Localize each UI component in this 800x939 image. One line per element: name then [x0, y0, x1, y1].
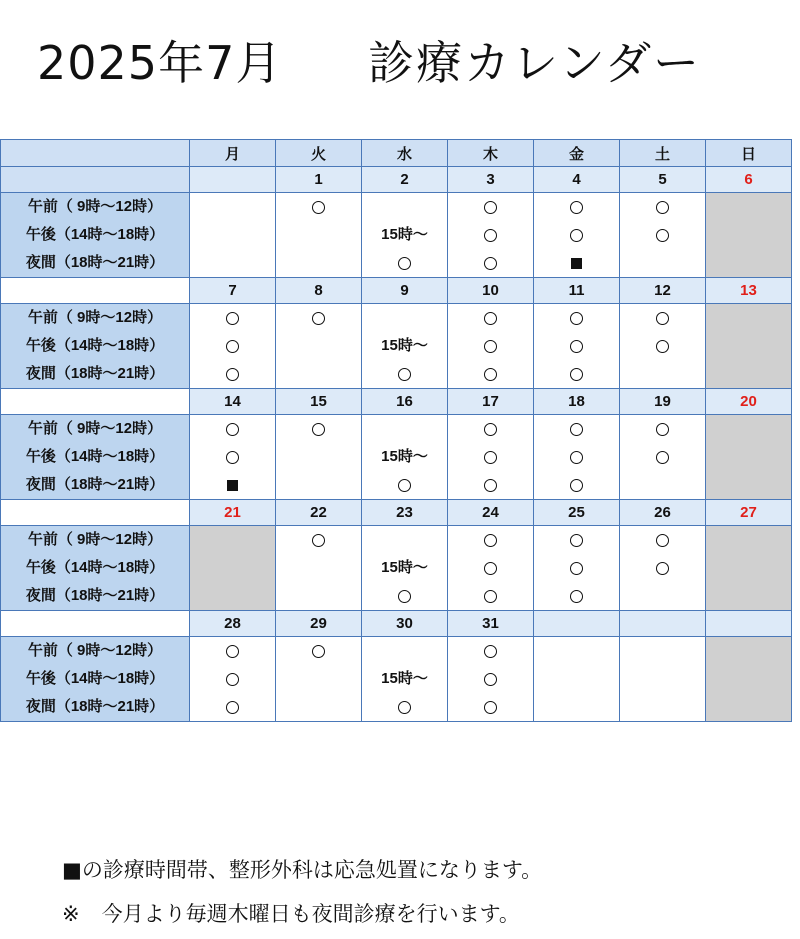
date-cell: 27: [706, 500, 792, 526]
open-circle-icon: [484, 534, 497, 547]
slot-value: [620, 582, 705, 610]
slot-value: [620, 554, 705, 582]
closed-day-cell: [706, 415, 792, 500]
emergency-square-icon: [571, 258, 582, 269]
day-slots-cell: [534, 526, 620, 611]
open-circle-icon: [570, 201, 583, 214]
slot-value: [448, 221, 533, 249]
date-row: [1, 167, 792, 193]
slot-value: [190, 193, 275, 221]
slot-value: [276, 332, 361, 360]
day-slots-cell: [190, 193, 276, 278]
date-cell: [534, 611, 620, 637]
slot-row: [1, 304, 792, 389]
slot-value: [620, 415, 705, 443]
date-cell: 8: [276, 278, 362, 304]
slot-label: 午後（14時～18時）: [25, 559, 165, 576]
day-slots-cell: [362, 415, 448, 500]
open-circle-icon: [398, 590, 411, 603]
slot-value: [190, 471, 275, 499]
slot-row: [1, 193, 792, 278]
open-circle-icon: [656, 201, 669, 214]
open-circle-icon: [484, 562, 497, 575]
date-cell: [620, 611, 706, 637]
slot-value: [190, 693, 275, 721]
slot-value: [190, 332, 275, 360]
date-cell: 28: [190, 611, 276, 637]
date-cell: 7: [190, 278, 276, 304]
slot-value: [534, 554, 619, 582]
slot-value: [448, 443, 533, 471]
date-cell: 2: [362, 167, 448, 193]
date-cell: 22: [276, 500, 362, 526]
open-circle-icon: [398, 479, 411, 492]
header-corner: [1, 140, 190, 167]
slot-value: [362, 360, 447, 388]
open-circle-icon: [226, 312, 239, 325]
slot-value: [276, 637, 361, 665]
date-cell: 14: [190, 389, 276, 415]
date-cell: 18: [534, 389, 620, 415]
date-cell: 15: [276, 389, 362, 415]
slot-value: [276, 221, 361, 249]
day-slots-cell: [620, 304, 706, 389]
day-slots-cell: [620, 193, 706, 278]
slot-value: [362, 304, 447, 332]
day-slots-cell: [448, 193, 534, 278]
date-cell: 21: [190, 500, 276, 526]
open-circle-icon: [484, 479, 497, 492]
notes: [62, 848, 542, 936]
slot-value: [190, 637, 275, 665]
slot-row: [1, 526, 792, 611]
slot-labels: [1, 193, 190, 278]
slot-value: [620, 693, 705, 721]
weekday-2: 火: [276, 140, 362, 167]
day-slots-cell: [448, 637, 534, 722]
slot-row: [1, 415, 792, 500]
slot-label: 午前（ 9時～12時）: [27, 198, 163, 215]
date-cell: 13: [706, 278, 792, 304]
closed-day-cell: [706, 637, 792, 722]
slot-value: [276, 193, 361, 221]
day-slots-cell: [276, 193, 362, 278]
date-cell: 17: [448, 389, 534, 415]
slot-value: [620, 304, 705, 332]
slot-value: [190, 443, 275, 471]
slot-value: [534, 221, 619, 249]
date-cell: 25: [534, 500, 620, 526]
note-2-text: 今月より毎週木曜日も夜間診療を行います。: [101, 902, 520, 926]
slot-value: [534, 471, 619, 499]
open-circle-icon: [226, 368, 239, 381]
slot-label: 午後（14時～18時）: [25, 670, 165, 687]
slot-value: [448, 304, 533, 332]
slot-value: [362, 471, 447, 499]
slot-value: [534, 693, 619, 721]
slot-value: [448, 665, 533, 693]
slot-value: [534, 637, 619, 665]
day-slots-cell: [190, 637, 276, 722]
weekday-4: 木: [448, 140, 534, 167]
open-circle-icon: [398, 257, 411, 270]
slot-value: [620, 665, 705, 693]
open-circle-icon: [570, 590, 583, 603]
slot-value: [620, 637, 705, 665]
slot-value: [620, 193, 705, 221]
open-circle-icon: [226, 645, 239, 658]
open-circle-icon: [656, 534, 669, 547]
day-slots-cell: [534, 304, 620, 389]
day-slots-cell: [362, 637, 448, 722]
weekday-1: 月: [190, 140, 276, 167]
slot-label: 夜間（18時～21時）: [25, 254, 165, 271]
date-cell: [190, 167, 276, 193]
day-slots-cell: [362, 193, 448, 278]
slot-value: [620, 471, 705, 499]
slot-label: 夜間（18時～21時）: [25, 587, 165, 604]
slot-value: [190, 665, 275, 693]
date-cell: 20: [706, 389, 792, 415]
slot-value: [620, 249, 705, 277]
slot-value: [448, 693, 533, 721]
open-circle-icon: [484, 701, 497, 714]
slot-value: [362, 526, 447, 554]
slot-value: [276, 304, 361, 332]
slot-value: 15時～: [381, 559, 428, 576]
slot-label: 夜間（18時～21時）: [25, 698, 165, 715]
date-cell: 19: [620, 389, 706, 415]
date-cell: 30: [362, 611, 448, 637]
day-slots-cell: [620, 526, 706, 611]
date-cell: 31: [448, 611, 534, 637]
open-circle-icon: [570, 368, 583, 381]
open-circle-icon: [570, 562, 583, 575]
title-month: 2025年7月: [37, 36, 283, 90]
open-circle-icon: [484, 368, 497, 381]
emergency-square-icon: [227, 480, 238, 491]
open-circle-icon: [398, 701, 411, 714]
slot-value: [620, 526, 705, 554]
slot-value: 15時～: [381, 448, 428, 465]
weekday-3: 水: [362, 140, 448, 167]
slot-value: [534, 249, 619, 277]
open-circle-icon: [656, 229, 669, 242]
open-circle-icon: [570, 479, 583, 492]
weekday-7: 日: [706, 140, 792, 167]
open-circle-icon: [484, 201, 497, 214]
open-circle-icon: [570, 312, 583, 325]
date-cell: 16: [362, 389, 448, 415]
open-circle-icon: [226, 673, 239, 686]
slot-value: [448, 526, 533, 554]
slot-value: [362, 193, 447, 221]
slot-value: 15時～: [381, 226, 428, 243]
slot-value: [620, 221, 705, 249]
day-slots-cell: [448, 415, 534, 500]
open-circle-icon: [226, 423, 239, 436]
note-1-text: の診療時間帯、整形外科は応急処置になります。: [81, 858, 543, 882]
closed-day-cell: [706, 526, 792, 611]
calendar-table: [0, 139, 792, 722]
open-circle-icon: [656, 562, 669, 575]
date-row: [1, 611, 792, 637]
slot-value: [190, 304, 275, 332]
date-cell: 26: [620, 500, 706, 526]
open-circle-icon: [484, 673, 497, 686]
slot-value: [534, 665, 619, 693]
open-circle-icon: [484, 229, 497, 242]
slot-value: [276, 526, 361, 554]
open-circle-icon: [226, 451, 239, 464]
date-cell: [706, 611, 792, 637]
day-slots-cell: [276, 637, 362, 722]
calendar-title: [0, 28, 800, 98]
open-circle-icon: [312, 645, 325, 658]
slot-value: [620, 360, 705, 388]
slot-value: 15時～: [381, 670, 428, 687]
slot-value: [190, 221, 275, 249]
date-row: [1, 278, 792, 304]
slot-value: [276, 582, 361, 610]
slot-value: [534, 526, 619, 554]
day-slots-cell: [276, 526, 362, 611]
date-row-label: [1, 278, 190, 304]
slot-value: [620, 332, 705, 360]
slot-value: [276, 554, 361, 582]
slot-value: [362, 582, 447, 610]
slot-value: [276, 249, 361, 277]
open-circle-icon: [226, 340, 239, 353]
date-row-label: [1, 500, 190, 526]
date-cell: 29: [276, 611, 362, 637]
day-slots-cell: [362, 304, 448, 389]
day-slots-cell: [190, 304, 276, 389]
slot-labels: [1, 415, 190, 500]
slot-label: 午後（14時～18時）: [25, 226, 165, 243]
day-slots-cell: [190, 415, 276, 500]
open-circle-icon: [656, 451, 669, 464]
open-circle-icon: [312, 201, 325, 214]
date-row-label: [1, 167, 190, 193]
slot-value: [448, 360, 533, 388]
date-row: [1, 389, 792, 415]
day-slots-cell: [534, 415, 620, 500]
date-row-label: [1, 389, 190, 415]
slot-label: 夜間（18時～21時）: [25, 365, 165, 382]
day-slots-cell: [362, 526, 448, 611]
open-circle-icon: [312, 534, 325, 547]
weekday-6: 土: [620, 140, 706, 167]
date-cell: 4: [534, 167, 620, 193]
date-row: [1, 500, 792, 526]
slot-value: [362, 637, 447, 665]
slot-value: [276, 665, 361, 693]
slot-value: [448, 554, 533, 582]
day-slots-cell: [620, 415, 706, 500]
day-slots-cell: [448, 304, 534, 389]
date-cell: 10: [448, 278, 534, 304]
slot-value: 15時～: [381, 337, 428, 354]
day-slots-cell: [448, 526, 534, 611]
note-line-2: [62, 892, 542, 936]
slot-value: [362, 249, 447, 277]
date-cell: 24: [448, 500, 534, 526]
slot-value: [534, 582, 619, 610]
slot-value: [276, 443, 361, 471]
slot-value: [534, 304, 619, 332]
open-circle-icon: [398, 368, 411, 381]
open-circle-icon: [570, 423, 583, 436]
day-slots-cell: [276, 415, 362, 500]
open-circle-icon: [484, 340, 497, 353]
slot-label: 午前（ 9時～12時）: [27, 531, 163, 548]
slot-value: [620, 443, 705, 471]
open-circle-icon: [656, 340, 669, 353]
slot-value: [448, 471, 533, 499]
note-line-1: [62, 848, 542, 892]
open-circle-icon: [570, 451, 583, 464]
open-circle-icon: [312, 423, 325, 436]
slot-value: [534, 415, 619, 443]
slot-value: [190, 249, 275, 277]
slot-label: 午後（14時～18時）: [25, 448, 165, 465]
note-asterisk: ※: [62, 902, 80, 926]
slot-value: [534, 193, 619, 221]
open-circle-icon: [656, 312, 669, 325]
slot-value: [534, 332, 619, 360]
open-circle-icon: [484, 312, 497, 325]
slot-value: [276, 360, 361, 388]
slot-value: [190, 415, 275, 443]
slot-value: [362, 693, 447, 721]
slot-value: [362, 415, 447, 443]
slot-label: 午前（ 9時～12時）: [27, 642, 163, 659]
date-cell: 1: [276, 167, 362, 193]
date-cell: 9: [362, 278, 448, 304]
slot-value: [276, 471, 361, 499]
day-slots-cell: [620, 637, 706, 722]
title-name: 診療カレンダー: [368, 36, 702, 90]
slot-value: [276, 693, 361, 721]
open-circle-icon: [570, 534, 583, 547]
closed-marker-legend: ■: [62, 858, 82, 882]
slot-label: 午前（ 9時～12時）: [27, 420, 163, 437]
closed-day-cell: [190, 526, 276, 611]
closed-day-cell: [706, 193, 792, 278]
slot-labels: [1, 526, 190, 611]
day-slots-cell: [534, 193, 620, 278]
open-circle-icon: [226, 701, 239, 714]
open-circle-icon: [570, 229, 583, 242]
slot-value: [448, 415, 533, 443]
open-circle-icon: [484, 645, 497, 658]
date-cell: 6: [706, 167, 792, 193]
date-cell: 11: [534, 278, 620, 304]
open-circle-icon: [484, 423, 497, 436]
slot-labels: [1, 637, 190, 722]
date-cell: 23: [362, 500, 448, 526]
date-row-label: [1, 611, 190, 637]
date-cell: 12: [620, 278, 706, 304]
slot-value: [534, 360, 619, 388]
slot-label: 夜間（18時～21時）: [25, 476, 165, 493]
open-circle-icon: [656, 423, 669, 436]
open-circle-icon: [484, 451, 497, 464]
date-cell: 3: [448, 167, 534, 193]
day-slots-cell: [534, 637, 620, 722]
slot-value: [448, 249, 533, 277]
open-circle-icon: [484, 590, 497, 603]
slot-value: [448, 637, 533, 665]
slot-value: [448, 582, 533, 610]
slot-label: 午後（14時～18時）: [25, 337, 165, 354]
slot-row: [1, 637, 792, 722]
slot-value: [276, 415, 361, 443]
slot-value: [534, 443, 619, 471]
slot-value: [448, 193, 533, 221]
day-slots-cell: [276, 304, 362, 389]
open-circle-icon: [570, 340, 583, 353]
slot-labels: [1, 304, 190, 389]
weekday-5: 金: [534, 140, 620, 167]
date-cell: 5: [620, 167, 706, 193]
slot-value: [448, 332, 533, 360]
slot-value: [190, 360, 275, 388]
closed-day-cell: [706, 304, 792, 389]
weekday-header-row: [1, 140, 792, 167]
open-circle-icon: [312, 312, 325, 325]
open-circle-icon: [484, 257, 497, 270]
slot-label: 午前（ 9時～12時）: [27, 309, 163, 326]
